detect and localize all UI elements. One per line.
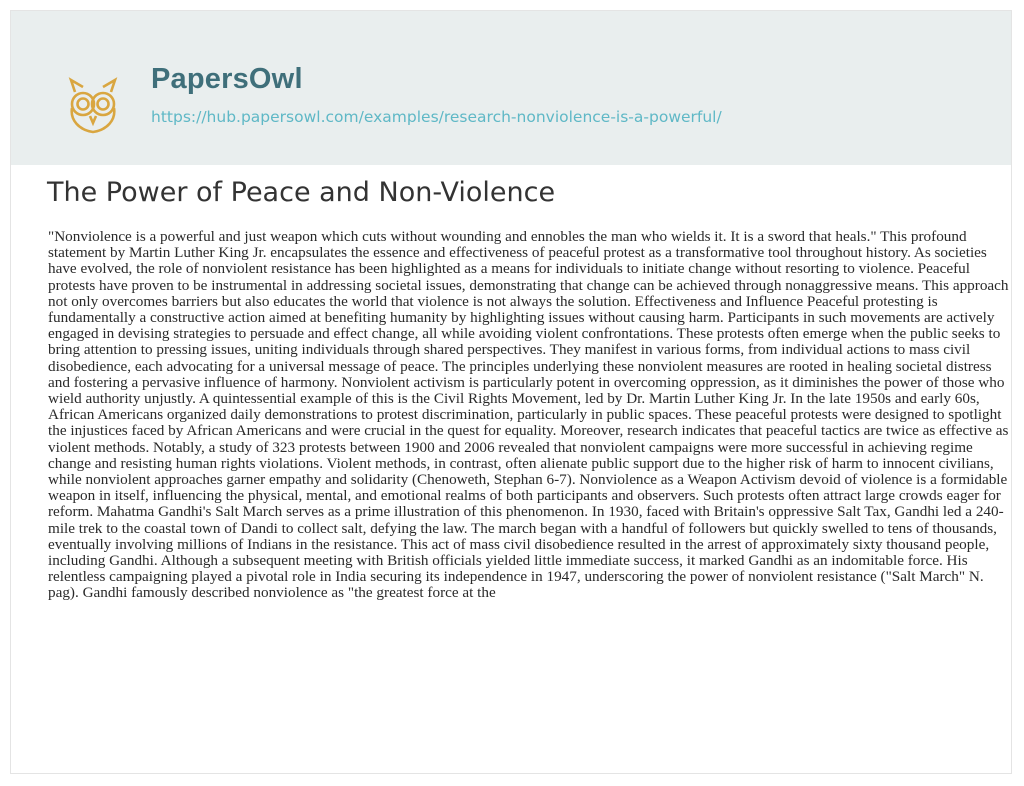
document-page [10, 10, 1012, 774]
document-title: The Power of Peace and Non-Violence [47, 177, 556, 208]
site-header [11, 11, 1011, 165]
document-body: "Nonviolence is a powerful and just weapon which cuts without wounding and ennobles the man who wields it. It is a sword that heals." This profound statement by Martin Luther King Jr. encapsulates the essence and effectiveness of peaceful protest as a transformative tool throughout history. As societies have evolved, the role of nonviolent resistance has been highlighted as a means for individuals to initiate change without resorting to violence. Peaceful protests have proven to be instrumental in addressing societal issues, demonstrating that change can be achieved through nonaggressive means. This approach not only overcomes barriers but also educates the world that violence is not always the solution. Effectiveness and Influence Peaceful protesting is fundamentally a constructive action aimed at benefiting humanity by highlighting issues without causing harm. Participants in such movements are actively engaged in devising strategies to persuade and effect change, all while avoiding violent confrontations. These protests often emerge when the public seeks to bring attention to pressing issues, uniting individuals through shared perspectives. They manifest in various forms, from individual actions to mass civil disobedience, each advocating for a universal message of peace. The principles underlying these nonviolent measures are rooted in healing societal distress and fostering a pervasive influence of harmony. Nonviolent activism is particularly potent in overcoming oppression, as it diminishes the power of those who wield authority unjustly. A quintessential example of this is the Civil Rights Movement, led by Dr. Martin Luther King Jr. In the late 1950s and early 60s, African Americans organized daily demonstrations to protest discrimination, particularly in public spaces. These peaceful protests were designed to spotlight the injustices faced by African Americans and were crucial in the quest for equality. Moreover, research indicates that peaceful tactics are twice as effective as violent methods. Notably, a study of 323 protests between 1900 and 2006 revealed that nonviolent campaigns were more successful in achieving regime change and resisting human rights violations. Violent methods, in contrast, often alienate public support due to the higher risk of harm to innocent civilians, while nonviolent approaches garner empathy and solidarity (Chenoweth, Stephan 6-7). Nonviolence as a Weapon Activism devoid of violence is a formidable weapon in itself, influencing the physical, mental, and emotional realms of both participants and observers. Such protests often attract large crowds eager for reform. Mahatma Gandhi's Salt March serves as a prime illustration of this phenomenon. In 1930, faced with Britain's oppressive Salt Tax, Gandhi led a 240-mile trek to the coastal town of Dandi to collect salt, defying the law. The march began with a handful of followers but quickly swelled to tens of thousands, eventually involving millions of Indians in the resistance. This act of mass civil disobedience resulted in the arrest of approximately sixty thousand people, including Gandhi. Although a subsequent meeting with British officials yielded little immediate success, it marked Gandhi as an indomitable force. His relentless campaigning played a pivotal role in India securing its independence in 1947, underscoring the power of nonviolent resistance ("Salt March" N. pag). Gandhi famously described nonviolence as "the greatest force at the [48, 228, 1009, 602]
owl-logo-icon [61, 72, 125, 136]
source-link[interactable]: https://hub.papersowl.com/examples/research-nonviolence-is-a-powerful/ [151, 108, 722, 126]
brand-name: PapersOwl [151, 63, 303, 95]
